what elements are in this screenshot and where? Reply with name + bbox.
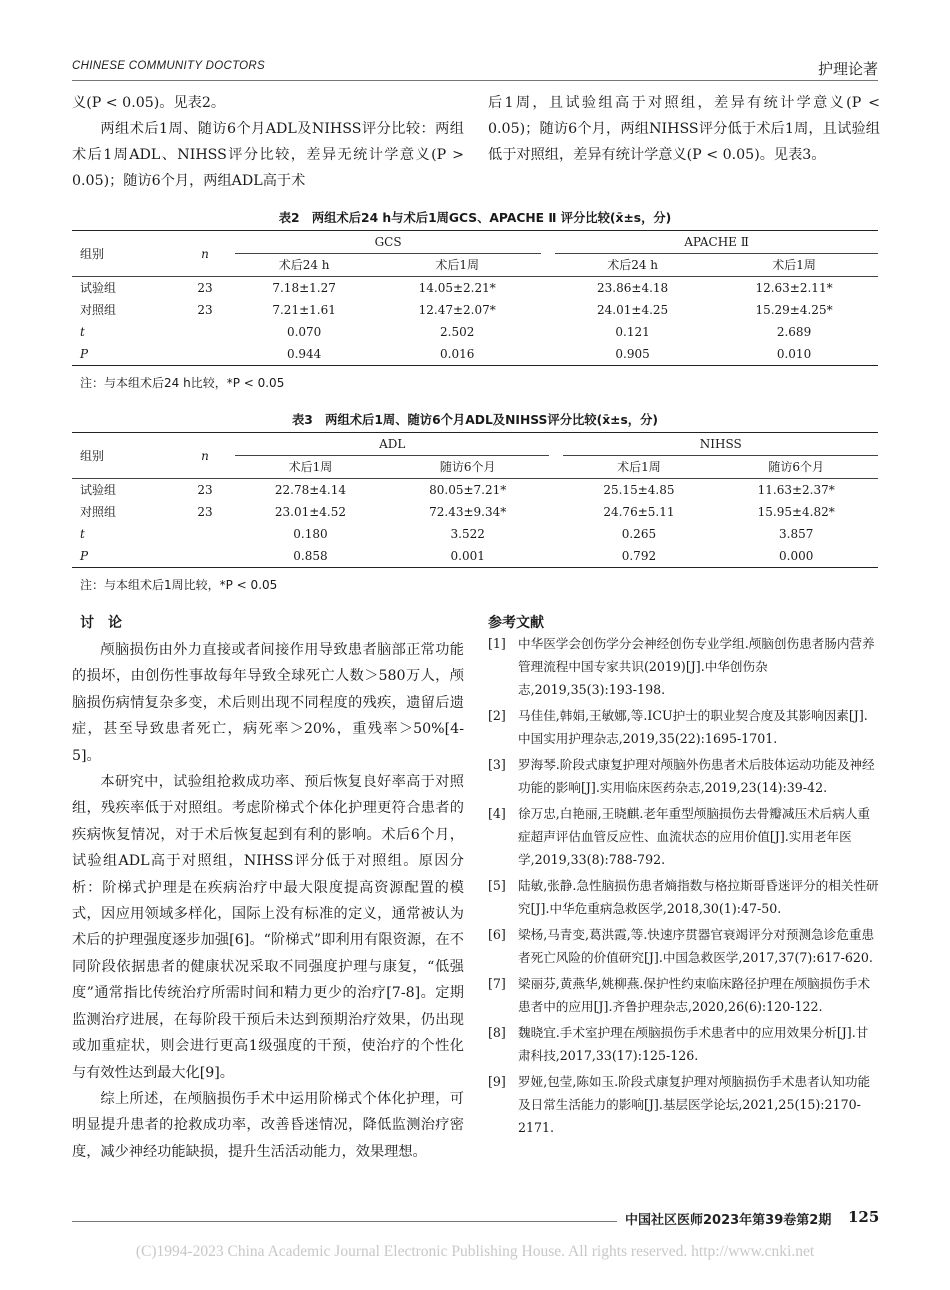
table2-subheader: 术后1周	[710, 254, 878, 277]
table3-subheader: 术后1周	[235, 456, 386, 479]
table2-subheader: 术后1周	[373, 254, 541, 277]
paragraph: 义(P < 0.05)。见表2。	[72, 95, 226, 111]
reference-item: [9] 罗娅,包莹,陈如玉.阶段式康复护理对颅脑损伤手术患者认知功能及日常生活能力的影响[J].基层医学论坛,2021,25(15):2170-2171.	[488, 1074, 871, 1135]
table-row: P 0.858 0.001 0.792 0.000	[72, 545, 878, 568]
table3-subheader: 术后1周	[563, 456, 714, 479]
table3-header-n: n	[175, 433, 235, 479]
journal-issue: 中国社区医师2023年第39卷第2期	[625, 1213, 832, 1228]
table-row: 试验组 23 7.18±1.27 14.05±2.21* 23.86±4.18 12.63±2.11*	[80, 281, 833, 295]
table-row: t 0.070 2.502 0.121 2.689	[80, 325, 812, 339]
discussion-body	[72, 637, 464, 1165]
table3-note: 注：与本组术后1周比较，*P < 0.05	[80, 578, 278, 592]
reference-list	[488, 632, 880, 1142]
table2-note: 注：与本组术后24 h比较，*P < 0.05	[80, 376, 285, 390]
table2-subheader: 术后24 h	[555, 254, 710, 277]
table-row: P 0.944 0.016 0.905 0.010	[72, 343, 878, 366]
section-label: 护理论著	[817, 60, 878, 78]
table2	[72, 230, 878, 366]
table3-subheader: 随访6个月	[714, 456, 878, 479]
references-heading: 参考文献	[488, 615, 544, 631]
table2-header-n: n	[175, 231, 235, 277]
page-number: 125	[848, 1208, 880, 1226]
table-row: 对照组 23 23.01±4.52 72.43±9.34* 24.76±5.11 15.95±4.82*	[80, 505, 835, 519]
table-row: 对照组 23 7.21±1.61 12.47±2.07* 24.01±4.25 15.29±4.25*	[80, 303, 833, 317]
table3-header-group: 组别	[72, 433, 175, 479]
table3	[72, 432, 878, 568]
reference-item: [3] 罗海琴.阶段式康复护理对颅脑外伤患者术后肢体运动功能及神经功能的影响[J].实用临床医药杂志,2019,23(14):39-42.	[488, 757, 875, 795]
reference-item: [5] 陆敏,张静.急性脑损伤患者熵指数与格拉斯哥昏迷评分的相关性研究[J].中华危重病急救医学,2018,30(1):47-50.	[488, 878, 879, 916]
paragraph: 颅脑损伤由外力直接或者间接作用导致患者脑部正常功能的损坏，由创伤性事故每年导致全球死亡人数＞580万人，颅脑损伤病情复杂多变，术后则出现不同程度的残疾，遗留后遗症，甚至导致患者死亡，病死率＞20%，重残率＞50%[4-5]。	[72, 642, 464, 764]
left-column-top	[72, 90, 464, 194]
table3-subheader: 随访6个月	[386, 456, 550, 479]
table3-caption: 表3 两组术后1周、随访6个月ADL及NIHSS评分比较(x̄±s，分)	[292, 413, 658, 427]
reference-item: [1] 中华医学会创伤学分会神经创伤专业学组.颅脑创伤患者肠内营养管理流程中国专家共识(2019)[J].中华创伤杂志,2019,35(3):193-198.	[488, 636, 875, 697]
paragraph: 后1周，且试验组高于对照组，差异有统计学意义(P < 0.05)；随访6个月，两组NIHSS评分低于术后1周，且试验组低于对照组，差异有统计学意义(P < 0.05)。见表3。	[488, 95, 880, 163]
paragraph: 综上所述，在颅脑损伤手术中运用阶梯式个体化护理，可明显提升患者的抢救成功率，改善昏迷情况，降低监测治疗密度，减少神经功能缺损，提升生活活动能力，效果理想。	[72, 1090, 464, 1160]
table-row: 试验组 23 22.78±4.14 80.05±7.21* 25.15±4.85 11.63±2.37*	[80, 483, 835, 497]
table-row: t 0.180 3.522 0.265 3.857	[80, 527, 814, 541]
right-column-top	[488, 90, 880, 168]
table3-header-adl: ADL	[235, 433, 549, 456]
reference-item: [7] 梁丽芬,黄燕华,姚柳燕.保护性约束临床路径护理在颅脑损伤手术患者中的应用[J].齐鲁护理杂志,2020,26(6):120-122.	[488, 976, 871, 1014]
table3-header-nihss: NIHSS	[563, 433, 878, 456]
copyright-watermark: (C)1994-2023 China Academic Journal Electronic Publishing House. All rights reserved. http://www.cnki.net	[135, 1243, 815, 1260]
paragraph: 本研究中，试验组抢救成功率、预后恢复良好率高于对照组，残疾率低于对照组。考虑阶梯式个体化护理更符合患者的疾病恢复情况，对于术后恢复起到有利的影响。术后6个月，试验组ADL高于对照组，NIHSS评分低于对照组。原因分析：阶梯式护理是在疾病治疗中最大限度提高资源配置的模式，因应用领域多样化，国际上没有标准的定义，通常被认为术后的护理强度逐步加强[6]。“阶梯式”即利用有限资源，在不同阶段依据患者的健康状况采取不同强度护理与康复，“低强度”通常指比传统治疗所需时间和精力更少的治疗[7-8]。定期监测治疗进展，在每阶段干预后未达到预期治疗效果，仍出现或加重症状，则会进行更高1级强度的干预，使治疗的个性化与有效性达到最大化[9]。	[72, 774, 464, 1081]
reference-item: [2] 马佳佳,韩娟,王敏娜,等.ICU护士的职业契合度及其影响因素[J].中国实用护理杂志,2019,35(22):1695-1701.	[488, 708, 868, 746]
paragraph: 两组术后1周、随访6个月ADL及NIHSS评分比较：两组术后1周ADL、NIHSS评分比较，差异无统计学意义(P > 0.05)；随访6个月，两组ADL高于术	[72, 121, 464, 189]
journal-running-title: CHINESE COMMUNITY DOCTORS	[72, 60, 266, 72]
reference-item: [4] 徐万忠,白艳丽,王晓麒.老年重型颅脑损伤去骨瓣减压术后病人重症超声评估血管反应性、血流状态的应用价值[J].实用老年医学,2019,33(8):788-792.	[488, 806, 871, 867]
table2-subheader: 术后24 h	[235, 254, 373, 277]
table2-caption: 表2 两组术后24 h与术后1周GCS、APACHE Ⅱ 评分比较(x̄±s，分)	[278, 211, 672, 225]
table2-header-group: 组别	[72, 231, 175, 277]
table2-header-gcs: GCS	[235, 231, 541, 254]
table2-header-apache: APACHE Ⅱ	[555, 231, 878, 254]
reference-item: [6] 梁杨,马青变,葛洪霞,等.快速序贯器官衰竭评分对预测急诊危重患者死亡风险的价值研究[J].中国急救医学,2017,37(7):617-620.	[488, 927, 875, 965]
discussion-heading: 讨 论	[80, 615, 122, 631]
reference-item: [8] 魏晓宜.手术室护理在颅脑损伤手术患者中的应用效果分析[J].甘肃科技,2017,33(17):125-126.	[488, 1025, 869, 1063]
header-rule	[72, 80, 878, 81]
footer-rule	[72, 1221, 617, 1222]
